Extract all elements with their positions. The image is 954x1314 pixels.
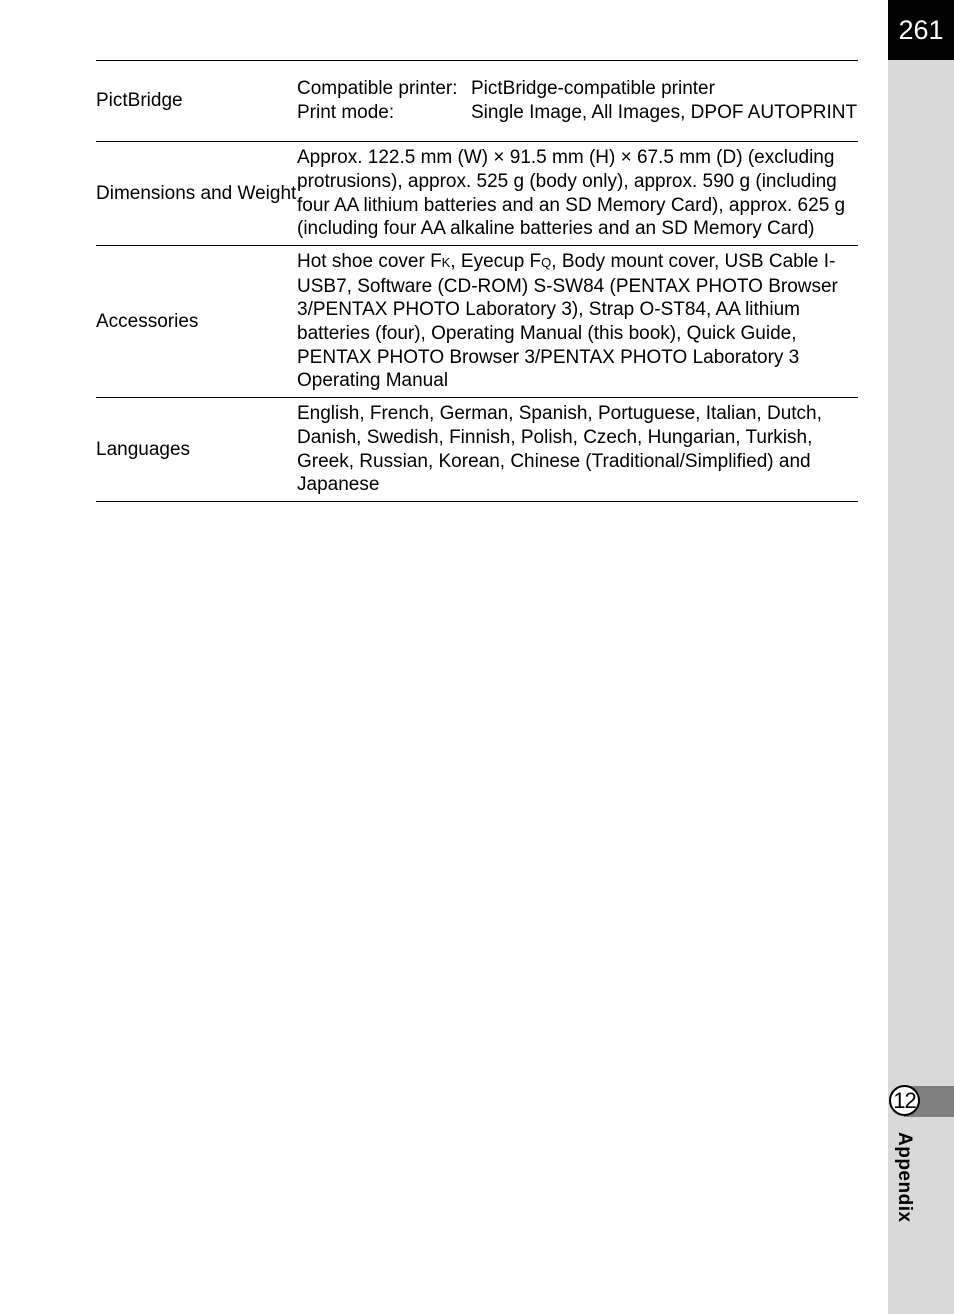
spec-row-dimensions bbox=[96, 142, 858, 246]
spec-row-pictbridge bbox=[96, 61, 858, 142]
chapter-number-badge: 12 bbox=[889, 1085, 920, 1116]
spec-label: PictBridge bbox=[96, 90, 183, 112]
spec-value bbox=[297, 250, 858, 393]
spec-text-small: K bbox=[441, 254, 451, 270]
spec-label: Languages bbox=[96, 438, 191, 460]
spec-value: Approx. 122.5 mm (W) × 91.5 mm (H) × 67.5 mm (D) (excluding protrusions), approx. 525 g (body only), approx. 590 g (including four AA lithium batteries and an SD Memory Card), approx. 625 g (including four AA alkaline batteries and an SD Memory Card) bbox=[297, 147, 846, 240]
spec-row-languages bbox=[96, 398, 858, 502]
spec-row-accessories bbox=[96, 246, 858, 398]
spec-table bbox=[96, 60, 858, 502]
spec-pair-key: Print mode: bbox=[297, 102, 395, 123]
spec-pair bbox=[297, 101, 858, 125]
spec-text-small: Q bbox=[541, 254, 552, 270]
spec-pair-key: Compatible printer: bbox=[297, 78, 458, 100]
spec-label: Dimensions and Weight bbox=[96, 182, 297, 204]
spec-pair-value: Single Image, All Images, DPOF AUTOPRINT bbox=[471, 102, 858, 123]
spec-pair-value: PictBridge-compatible printer bbox=[471, 78, 715, 100]
spec-pair bbox=[297, 77, 858, 101]
page-number: 261 bbox=[888, 0, 954, 60]
spec-value bbox=[297, 77, 858, 124]
spec-label: Accessories bbox=[96, 310, 199, 332]
spec-text: , Eyecup F bbox=[450, 250, 542, 272]
spec-text: , Body mount cover, USB Cable I-USB7, Software (CD-ROM) S-SW84 (PENTAX PHOTO Browser 3/PENTAX PHOTO Laboratory 3), Strap O-ST84, AA lithium batteries (four), Operating Manual (this book), Quick Guide, PENTAX PHOTO Browser 3/PENTAX PHOTO Laboratory 3 Operating Manual bbox=[297, 250, 838, 392]
spec-text: Hot shoe cover F bbox=[297, 250, 442, 272]
spec-value: English, French, German, Spanish, Portuguese, Italian, Dutch, Danish, Swedish, Finnish, Polish, Czech, Hungarian, Turkish, Greek, Russian, Korean, Chinese (Traditional/Simplified) and Japanese bbox=[297, 403, 822, 496]
chapter-title: Appendix bbox=[894, 1132, 915, 1223]
